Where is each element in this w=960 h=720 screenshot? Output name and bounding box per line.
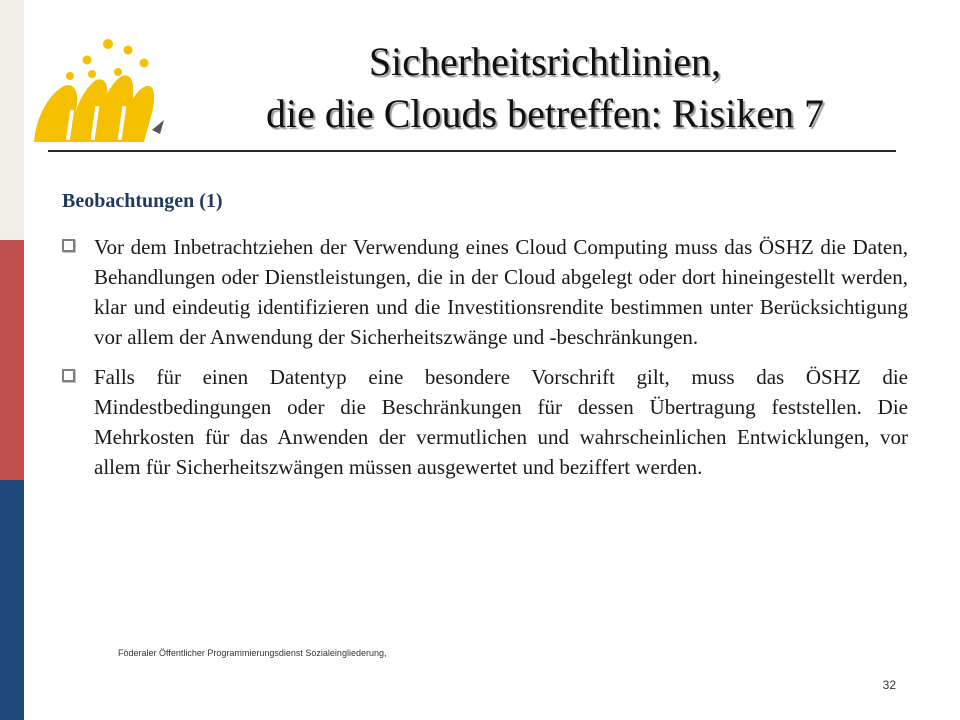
- square-bullet-icon: [62, 369, 75, 382]
- slide-title: [150, 36, 940, 140]
- footer-text: Föderaler Öffentlicher Programmierungsdienst Sozialeingliederung,: [118, 648, 387, 658]
- bullet-item: [62, 232, 908, 352]
- bullet-list: [62, 232, 908, 492]
- section-subtitle: Beobachtungen (1): [62, 190, 223, 212]
- people-figures-logo-icon: [30, 30, 170, 150]
- title-line-2: die die Clouds betreffen: Risiken 7: [265, 91, 825, 136]
- bullet-item: [62, 362, 908, 482]
- title-divider: [48, 150, 896, 152]
- side-strip-top: [0, 0, 24, 240]
- side-strip-bottom: [0, 480, 24, 720]
- side-strip-middle: [0, 240, 24, 480]
- square-bullet-icon: [62, 239, 75, 252]
- title-line-1: Sicherheitsrichtlinien,: [368, 39, 722, 84]
- bullet-text: Falls für einen Datentyp eine besondere Vorschrift gilt, muss das ÖSHZ die Mindestbedingungen oder die Beschränkungen für dessen Übertragung feststellen. Die Mehrkosten für das Anwenden der vermutlichen und wahrscheinlichen Entwicklungen, vor allem für Sicherheitszwängen müssen ausgewertet und beziffert werden.: [94, 365, 908, 479]
- bullet-text: Vor dem Inbetrachtziehen der Verwendung eines Cloud Computing muss das ÖSHZ die Daten, Behandlungen oder Dienstleistungen, die in der Cloud abgelegt oder dort hineingestellt werden, klar und eindeutig identifizieren und die Investitionsrendite bestimmen unter Berücksichtigung vor allem der Anwendung der Sicherheitszwänge und -beschränkungen.: [94, 235, 908, 349]
- page-number: 32: [882, 678, 896, 692]
